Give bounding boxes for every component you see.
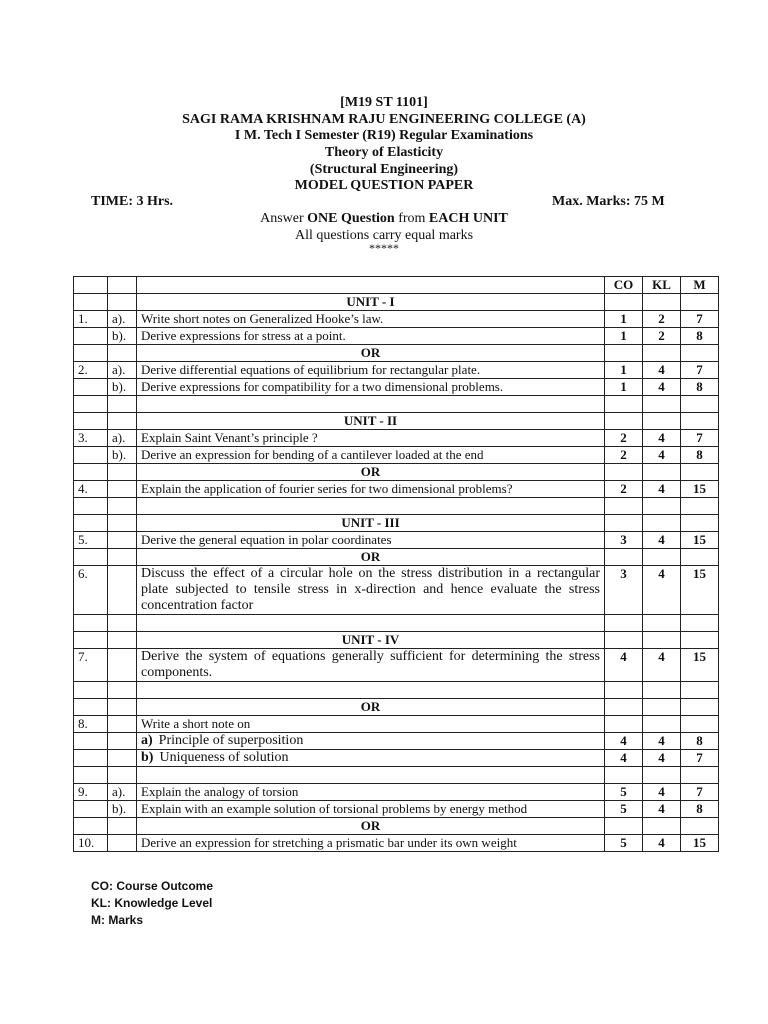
marks-note: All questions carry equal marks (294, 228, 474, 243)
legend-m: M: Marks (91, 913, 144, 927)
kl-value: 4 (643, 379, 681, 396)
question-number: 8. (74, 716, 108, 733)
question-text: Write a short note on (137, 716, 605, 733)
table-row (74, 430, 719, 447)
unit-3-heading: UNIT - III (137, 515, 605, 532)
question-part: a). (108, 362, 137, 379)
co-value: 5 (605, 835, 643, 852)
spacer-row (74, 498, 719, 515)
sub-question-label: b) (141, 750, 154, 765)
marks-value: 7 (681, 784, 719, 801)
instructions: Answer ONE Question from EACH UNIT (260, 211, 508, 226)
marks-value: 8 (681, 379, 719, 396)
co-header: CO (605, 277, 643, 294)
question-text: Explain the analogy of torsion (137, 784, 605, 801)
table-row (74, 750, 719, 767)
kl-value: 4 (643, 532, 681, 549)
branch: (Structural Engineering) (309, 162, 459, 177)
co-value: 1 (605, 379, 643, 396)
table-header-row (74, 277, 719, 294)
table-row (74, 328, 719, 345)
co-value: 4 (605, 649, 643, 682)
question-number: 3. (74, 430, 108, 447)
marks-value: 7 (681, 311, 719, 328)
or-row (74, 464, 719, 481)
question-part: b). (108, 447, 137, 464)
unit-heading-row (74, 515, 719, 532)
co-value: 4 (605, 733, 643, 750)
kl-value: 4 (643, 566, 681, 615)
co-value: 3 (605, 532, 643, 549)
paper-type: MODEL QUESTION PAPER (294, 178, 474, 193)
separator-stars: ***** (369, 241, 399, 255)
table-row (74, 362, 719, 379)
paper-code: [M19 ST 1101] (340, 95, 428, 110)
question-number: 7. (74, 649, 108, 682)
legend-co: CO: Course Outcome (91, 879, 214, 893)
co-value: 3 (605, 566, 643, 615)
question-number: 4. (74, 481, 108, 498)
table-row (74, 532, 719, 549)
question-text: Derive an expression for stretching a prismatic bar under its own weight (137, 835, 605, 852)
table-row (74, 733, 719, 750)
m-header: M (681, 277, 719, 294)
kl-value: 2 (643, 328, 681, 345)
question-text: Discuss the effect of a circular hole on the stress distribution in a rectangular plate subjected to tensile stress in x-direction and hence evaluate the stress concentration factor (137, 566, 605, 615)
unit-1-heading: UNIT - I (137, 294, 605, 311)
question-text: Derive the general equation in polar coordinates (137, 532, 605, 549)
question-text: Derive expressions for stress at a point. (137, 328, 605, 345)
question-part: a). (108, 784, 137, 801)
question-text: Derive differential equations of equilibrium for rectangular plate. (137, 362, 605, 379)
or-row (74, 699, 719, 716)
sub-question-label: a) (141, 733, 153, 748)
table-row (74, 566, 719, 615)
table-row (74, 481, 719, 498)
marks-value: 15 (681, 481, 719, 498)
kl-value: 4 (643, 750, 681, 767)
table-row (74, 649, 719, 682)
question-text: Explain the application of fourier series for two dimensional problems? (137, 481, 605, 498)
max-marks-label: Max. Marks: 75 M (552, 194, 665, 209)
question-text: Derive the system of equations generally sufficient for determining the stress components. (137, 649, 605, 682)
subject-title: Theory of Elasticity (324, 145, 444, 160)
table-row (74, 716, 719, 733)
kl-value: 4 (643, 481, 681, 498)
kl-value: 4 (643, 801, 681, 818)
table-row (74, 801, 719, 818)
marks-value: 8 (681, 328, 719, 345)
question-number: 1. (74, 311, 108, 328)
co-value: 4 (605, 750, 643, 767)
table-row (74, 447, 719, 464)
kl-value: 4 (643, 447, 681, 464)
question-part: a). (108, 311, 137, 328)
table-row (74, 835, 719, 852)
unit-heading-row (74, 294, 719, 311)
kl-value: 4 (643, 649, 681, 682)
marks-value: 8 (681, 733, 719, 750)
kl-value: 2 (643, 311, 681, 328)
table-row (74, 784, 719, 801)
sub-question-text: Principle of superposition (158, 733, 304, 748)
question-number: 6. (74, 566, 108, 615)
co-value: 2 (605, 481, 643, 498)
table-row (74, 311, 719, 328)
question-text: Explain Saint Venant’s principle ? (137, 430, 605, 447)
table-row (74, 379, 719, 396)
marks-value: 15 (681, 532, 719, 549)
or-label: OR (137, 464, 605, 481)
or-row (74, 818, 719, 835)
exam-title: I M. Tech I Semester (R19) Regular Examinations (234, 128, 534, 143)
spacer-row (74, 615, 719, 632)
question-text: Derive expressions for compatibility for a two dimensional problems. (137, 379, 605, 396)
unit-4-heading: UNIT - IV (137, 632, 605, 649)
sub-question-text: Uniqueness of solution (159, 750, 289, 765)
question-text: Explain with an example solution of torsional problems by energy method (137, 801, 605, 818)
marks-value: 8 (681, 447, 719, 464)
co-value: 2 (605, 430, 643, 447)
marks-value: 8 (681, 801, 719, 818)
time-label: TIME: 3 Hrs. (91, 194, 174, 209)
question-table (73, 276, 719, 852)
kl-value: 4 (643, 430, 681, 447)
question-text: Derive an expression for bending of a cantilever loaded at the end (137, 447, 605, 464)
question-number: 5. (74, 532, 108, 549)
question-number: 2. (74, 362, 108, 379)
or-label: OR (137, 345, 605, 362)
marks-value: 15 (681, 566, 719, 615)
co-value: 1 (605, 311, 643, 328)
spacer-row (74, 682, 719, 699)
marks-value: 15 (681, 649, 719, 682)
question-number: 9. (74, 784, 108, 801)
co-value: 5 (605, 801, 643, 818)
spacer-row (74, 396, 719, 413)
marks-value: 15 (681, 835, 719, 852)
unit-2-heading: UNIT - II (137, 413, 605, 430)
or-label: OR (137, 818, 605, 835)
question-part: b). (108, 379, 137, 396)
question-number: 10. (74, 835, 108, 852)
or-label: OR (137, 699, 605, 716)
question-part: a). (108, 430, 137, 447)
spacer-row (74, 767, 719, 784)
co-value: 5 (605, 784, 643, 801)
question-part: b). (108, 328, 137, 345)
marks-value: 7 (681, 750, 719, 767)
kl-value: 4 (643, 362, 681, 379)
sub-question (137, 750, 605, 767)
sub-question (137, 733, 605, 750)
question-part: b). (108, 801, 137, 818)
marks-value: 7 (681, 430, 719, 447)
kl-value: 4 (643, 733, 681, 750)
kl-header: KL (643, 277, 681, 294)
co-value: 1 (605, 328, 643, 345)
co-value: 1 (605, 362, 643, 379)
unit-heading-row (74, 413, 719, 430)
legend-kl: KL: Knowledge Level (91, 896, 213, 910)
or-row (74, 345, 719, 362)
or-label: OR (137, 549, 605, 566)
kl-value: 4 (643, 835, 681, 852)
marks-value: 7 (681, 362, 719, 379)
unit-heading-row (74, 632, 719, 649)
or-row (74, 549, 719, 566)
kl-value: 4 (643, 784, 681, 801)
question-text: Write short notes on Generalized Hooke’s law. (137, 311, 605, 328)
college-name: SAGI RAMA KRISHNAM RAJU ENGINEERING COLLEGE (A) (182, 112, 586, 127)
co-value: 2 (605, 447, 643, 464)
